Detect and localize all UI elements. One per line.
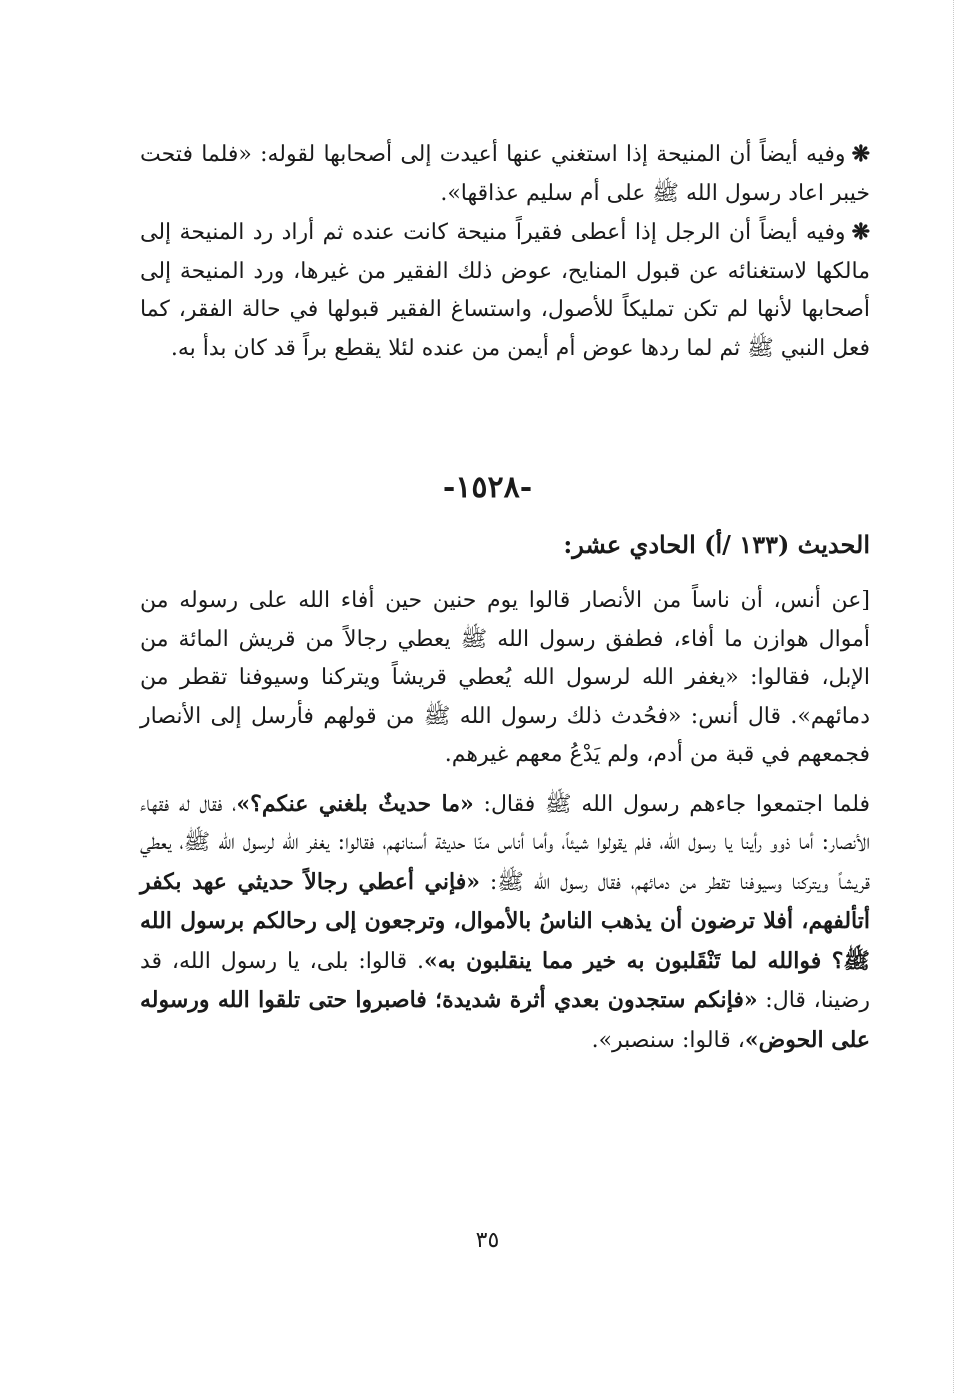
hadith-title: الحديث (١٣٣ /أ) الحادي عشر: [563,530,870,559]
hadith-paragraph-2-part-2: ، فقال له فقهاء الأنصار: أما ذوو رأينا يا رسول الله، فلم يقولوا شيئاً، وأما أناس منّا حديثة أسنانهم، فقالوا: يغفر الله لرسول الله ﷺ، يعطي قريشاً ويتركنا وسيوفنا تقطر من دمائهم، فقال رسول الله ﷺ: [140,791,870,895]
hadith-paragraph-2-part-3: . قالوا: بلى، يا رسول الله، قد رضينا، قال: [140,948,870,1013]
commentary-paragraph-2-text: وفيه أيضاً أن الرجل إذا أعطى فقيراً منيحة كانت عنده ثم أراد رد المنيحة إلى مالكها لاستغنائه عن قبول المنايح، عوض ذلك الفقير من غيرها، ورد المنيحة إلى أصحابها لأنها لم تكن تمليكاً للأصول، واستساغ الفقير قبولها في حالة الفقر، كما فعل النبي ﷺ ثم لما ردها عوض أم أيمن من عنده لئلا يقطع براً قد كان بدأ به. [140,220,870,361]
bullet-star-icon: ❋ [851,219,870,245]
page-number: ٣٥ [475,1228,500,1253]
commentary-paragraph-1-text: وفيه أيضاً أن المنيحة إذا استغني عنها أعيدت إلى أصحابها لقوله: «فلما فتحت خيبر اعاد رسول الله ﷺ على أم سليم عذاقها». [140,142,870,206]
hadith-number-heading: -١٥٢٨- [442,470,533,505]
commentary-paragraph-1 [140,135,870,213]
hadith-paragraph-2-part-4: ، قالوا: سنصبر». [591,1027,745,1053]
hadith-paragraph-2-part-1: فلما اجتمعوا جاءهم رسول الله ﷺ فقال: [473,791,870,817]
hadith-text-section [140,582,870,1060]
prophet-quote-1: «ما حديثٌ بلغني عنكم؟» [236,790,474,817]
prophet-quote-3: «فإنكم ستجدون بعدي أثرة شديدة؛ فاصبروا حتى تلقوا الله ورسوله على الحوض» [140,987,870,1053]
bullet-star-icon: ❋ [851,141,870,167]
hadith-paragraph-2 [140,785,870,1061]
page-edge-divider [953,0,954,1393]
hadith-paragraph-1: [عن أنس، أن ناساً من الأنصار قالوا يوم حنين حين أفاء الله على رسوله من أموال هوازن ما أفاء، فطفق رسول الله ﷺ يعطي رجالاً من قريش المائة من الإبل، فقالوا: «يغفر الله لرسول الله يُعطي قريشاً ويتركنا وسيوفنا تقطر من دمائهم». قال أنس: «فحُدث ذلك رسول الله ﷺ من قولهم فأرسل إلى الأنصار فجمعهم في قبة من أدم، ولم يَدْعُ معهم غيرهم. [140,588,870,767]
prophet-quote-2: «فإني أعطي رجالاً حديثي عهد بكفر أتألفهم، أفلا ترضون أن يذهب الناسُ بالأموال، وترجعون إلى رحالكم برسول الله ﷺ؟ فوالله لما تَنْقَلبون به خير مما ينقلبون به» [140,868,871,974]
commentary-paragraph-2 [140,213,870,368]
commentary-section [140,135,870,368]
